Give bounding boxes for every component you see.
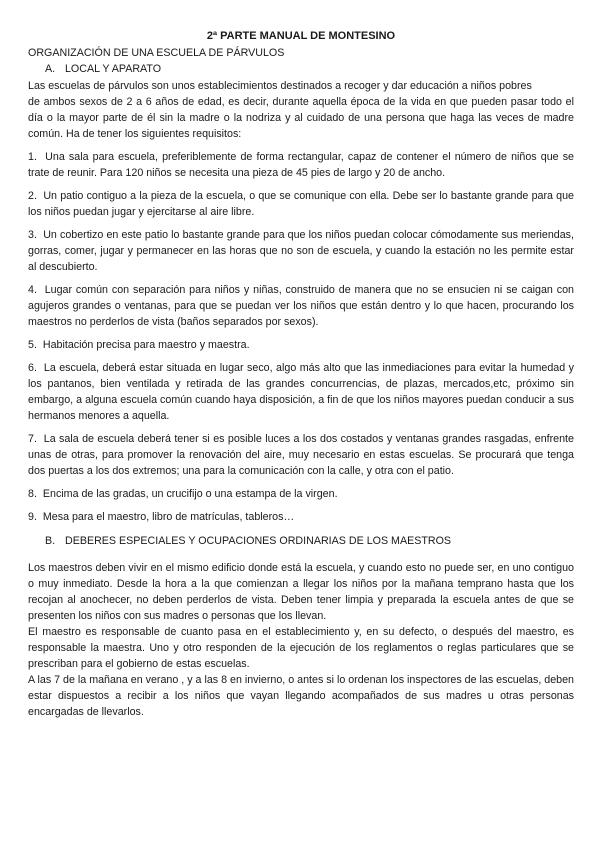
organization-heading: ORGANIZACIÓN DE UNA ESCUELA DE PÁRVULOS (28, 47, 285, 59)
requirement-number: 1. (28, 151, 37, 163)
requirement-item (28, 486, 574, 502)
requirement-number: 6. (28, 362, 37, 374)
requirement-item (28, 188, 574, 220)
requirement-item (28, 149, 574, 181)
duties-paragraph: Los maestros deben vivir en el mismo edificio donde está la escuela, y cuando esto no puede ser, en uno contiguo o muy inmediato. Desde la hora a la que comienzan a llegar los niños por la mañana temprano hasta que los recojan al anochecer, no deben perderlos de vista. Deben tener limpia y preparada la escuela antes de que se presenten los niños con sus madres o personas que los llevan. (28, 562, 574, 622)
requirement-number: 9. (28, 511, 37, 523)
section-a-title: LOCAL Y APARATO (64, 63, 162, 75)
duties-paragraph: A las 7 de la mañana en verano , y a las 8 en invierno, o antes si lo ordenan los inspectores de las escuelas, deben estar dispuestos a recibir a los niños que vayan llegando acompañados de sus madres u otras personas encargadas de llevarlos. (28, 674, 575, 718)
requirement-item (28, 509, 574, 525)
requirement-text: La sala de escuela deberá tener si es posible luces a los dos costados y ventanas grandes rasgadas, enfrente unas de otras, para promover la renovación del aire, muy necesario en estas escuelas. Se procurará que tenga dos puertas a los dos extremos; una para la comunicación con la calle, y otra con el patio. (28, 433, 574, 477)
requirement-item (28, 337, 574, 353)
requirement-item (28, 431, 574, 479)
section-b-title: DEBERES ESPECIALES Y OCUPACIONES ORDINARIAS DE LOS MAESTROS (64, 535, 452, 547)
requirement-text: Lugar común con separación para niños y niñas, construido de manera que no se ensucien ni se caigan con agujeros grandes o ventanas, para que se puedan ver los niños que están dentro y lo que hacen, procurando los maestros no perderlos de vista (baños separados por sexos). (28, 284, 574, 328)
requirement-number: 8. (28, 488, 37, 500)
requirement-text: Un cobertizo en este patio lo bastante grande para que los niños puedan colocar cómodamente sus meriendas, gorras, comer, jugar y permanecer en las horas que no son de escuela, y cuando la estación no les permite estar al descubierto. (28, 229, 574, 273)
section-b-letter: B. (45, 535, 56, 547)
duties-paragraph: El maestro es responsable de cuanto pasa en el establecimiento y, en su defecto, o después del maestro, es responsable la maestra. Uno y otro responden de la ejecución de los reglamentos o reglas particulares que se prescriban para el gobierno de estas escuelas. (28, 626, 574, 670)
section-b-body (28, 560, 574, 720)
requirement-text: Un patio contiguo a la pieza de la escuela, o que se comunique con ella. Debe ser lo bastante grande para que los niños puedan jugar y ejercitarse al aire libre. (28, 190, 574, 218)
requirement-item (28, 360, 574, 424)
requirement-item (28, 227, 574, 275)
requirement-text: La escuela, deberá estar situada en lugar seco, algo más alto que las inmediaciones para evitar la humedad y los pantanos, bien ventilada y retirada de las grandes concurrencias, de plazas, mercados,etc, próximo sin embargo, a alguna escuela común cuando haya disposición, a fin de que los niños mayores puedan conducir a sus hermanos menores a aquella. (28, 362, 574, 422)
requirement-number: 2. (28, 190, 37, 202)
requirement-text: Habitación precisa para maestro y maestra. (42, 339, 250, 351)
document-page (28, 28, 574, 720)
document-title: 2ª PARTE MANUAL DE MONTESINO (206, 30, 396, 42)
intro-first-line: Las escuelas de párvulos son unos establecimientos destinados a recoger y dar educación a niños pobres (28, 80, 532, 92)
section-a-letter: A. (45, 63, 56, 75)
requirement-text: Mesa para el maestro, libro de matrículas, tableros… (42, 511, 295, 523)
requirement-text: Encima de las gradas, un crucifijo o una estampa de la virgen. (42, 488, 338, 500)
requirement-number: 7. (28, 433, 37, 445)
intro-paragraph: de ambos sexos de 2 a 6 años de edad, es decir, durante aquella época de la vida en que pueden pasar todo el día o la mayor parte de él sin la madre o la nodriza y al cuidado de una persona que haga las veces de madre común. Ha de tener los siguientes requisitos: (28, 96, 574, 140)
requirement-number: 4. (28, 284, 37, 296)
requirement-item (28, 282, 574, 330)
section-a-heading (28, 61, 574, 77)
requirement-number: 3. (28, 229, 37, 241)
requirement-text: Una sala para escuela, preferiblemente de forma rectangular, capaz de contener el número de niños que se trate de reunir. Para 120 niños se necesita una pieza de 45 pies de largo y 20 de ancho. (28, 151, 574, 179)
requirement-number: 5. (28, 339, 37, 351)
section-b-heading (28, 533, 574, 549)
